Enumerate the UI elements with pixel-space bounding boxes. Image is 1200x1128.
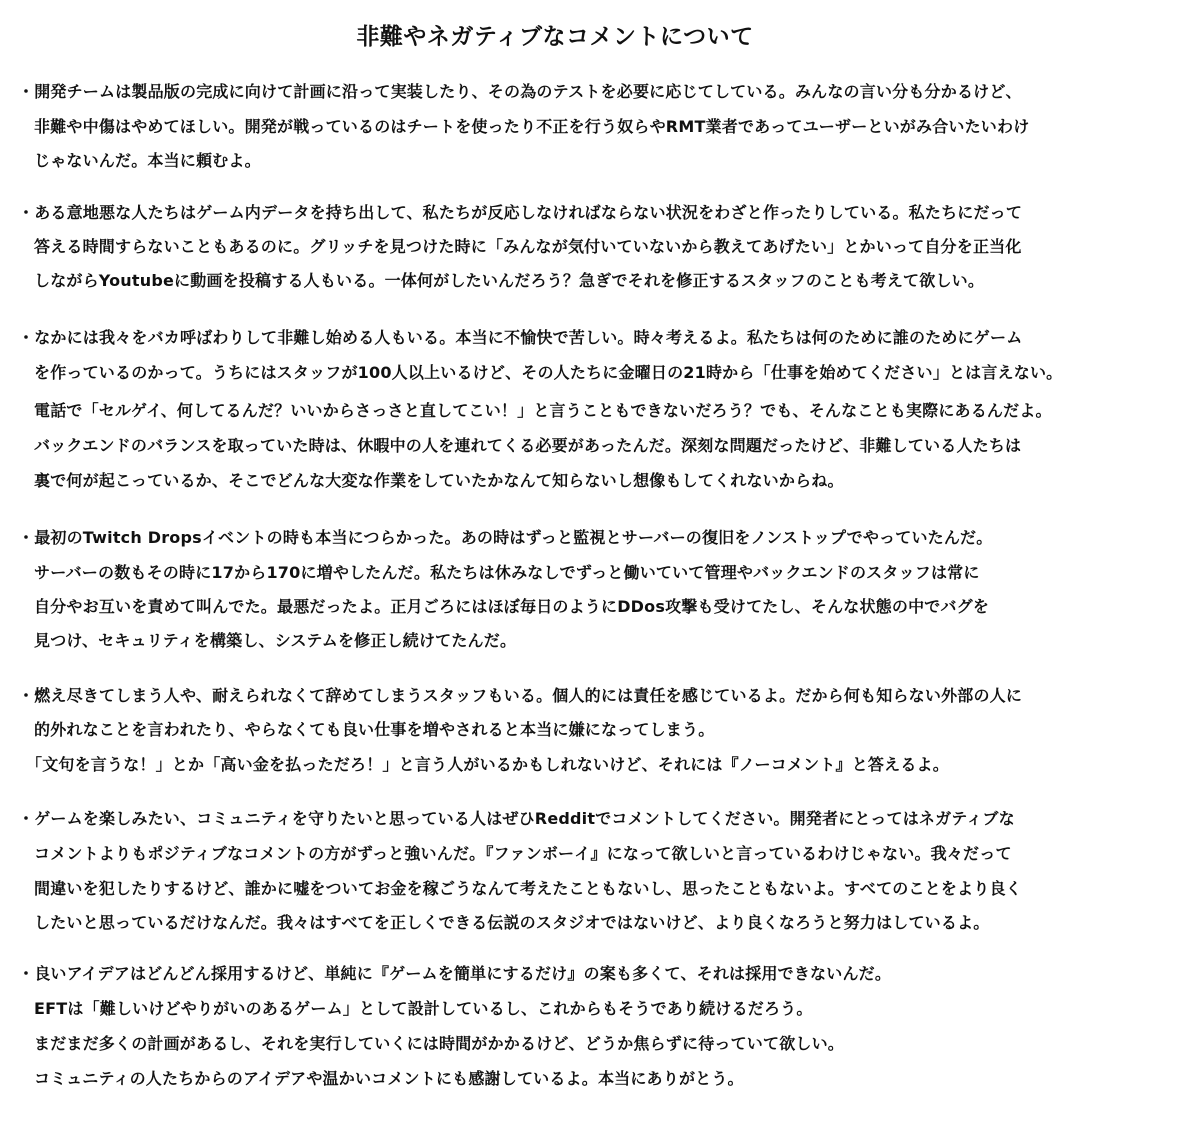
- paragraph-4-line-2: サーバーの数もその時に17から170に増やしたんだ。私たちは休みなしでずっと働いていて管理やバックエンドのスタッフは常に: [34, 563, 980, 582]
- paragraph-1-line-2: 非難や中傷はやめてほしい。開発が戦っているのはチートを使ったり不正を行う奴らやRMT業者であってユーザーといがみ合いたいわけ: [34, 117, 1030, 136]
- paragraph-7-line-2: EFTは「難しいけどやりがいのあるゲーム」として設計しているし、これからもそうであり続けるだろう。: [34, 999, 813, 1018]
- paragraph-7-line-1: ・良いアイデアはどんどん採用するけど、単純に『ゲームを簡単にするだけ』の案も多くて、それは採用できないんだ。: [18, 964, 892, 983]
- paragraph-3-line-1: ・なかには我々をバカ呼ばわりして非難し始める人もいる。本当に不愉快で苦しい。時々考えるよ。私たちは何のために誰のためにゲーム: [18, 328, 1023, 347]
- paragraph-1-line-3: じゃないんだ。本当に頼むよ。: [34, 151, 261, 170]
- paragraph-5-line-2: 的外れなことを言われたり、やらなくても良い仕事を増やされると本当に嫌になってしまう。: [34, 720, 715, 739]
- paragraph-3-line-3: 電話で「セルゲイ、何してるんだ？いいからさっさと直してこい！」と言うこともできないだろう？でも、そんなことも実際にあるんだよ。: [34, 401, 1052, 420]
- paragraph-6-line-1: ・ゲームを楽しみたい、コミュニティを守りたいと思っている人はぜひRedditでコメントしてください。開発者にとってはネガティブな: [18, 809, 1015, 828]
- paragraph-6-line-2: コメントよりもポジティブなコメントの方がずっと強いんだ。『ファンボーイ』になって欲しいと言っているわけじゃない。我々だって: [34, 844, 1012, 863]
- paragraph-3-line-4: バックエンドのバランスを取っていた時は、休暇中の人を連れてくる必要があったんだ。深刻な問題だったけど、非難している人たちは: [34, 436, 1022, 455]
- page-title: 非難やネガティブなコメントについて: [356, 24, 754, 50]
- paragraph-2-line-1: ・ある意地悪な人たちはゲーム内データを持ち出して、私たちが反応しなければならない状況をわざと作ったりしている。私たちにだって: [18, 203, 1023, 222]
- paragraph-1-line-1: ・開発チームは製品版の完成に向けて計画に沿って実装したり、その為のテストを必要に応じてしている。みんなの言い分も分かるけど、: [18, 82, 1022, 101]
- paragraph-4-line-1: ・最初のTwitch Dropsイベントの時も本当につらかった。あの時はずっと監視とサーバーの復旧をノンストップでやっていたんだ。: [18, 528, 993, 547]
- paragraph-3-line-2: を作っているのかって。うちにはスタッフが100人以上いるけど、その人たちに金曜日の21時から「仕事を始めてください」とは言えない。: [34, 363, 1063, 382]
- paragraph-6-line-4: したいと思っているだけなんだ。我々はすべてを正しくできる伝説のスタジオではないけど、より良くなろうと努力はしているよ。: [34, 913, 990, 932]
- paragraph-4-line-4: 見つけ、セキュリティを構築し、システムを修正し続けてたんだ。: [34, 631, 517, 650]
- paragraph-6-line-3: 間違いを犯したりするけど、誰かに嘘をついてお金を稼ごうなんて考えたこともないし、思ったこともないよ。すべてのことをより良く: [34, 879, 1022, 898]
- paragraph-5-line-1: ・燃え尽きてしまう人や、耐えられなくて辞めてしまうスタッフもいる。個人的には責任を感じているよ。だから何も知らない外部の人に: [18, 686, 1023, 705]
- paragraph-4-line-3: 自分やお互いを責めて叫んでた。最悪だったよ。正月ごろにはほぼ毎日のようにDDos攻撃も受けてたし、そんな状態の中でバグを: [34, 597, 990, 616]
- paragraph-5-line-3: 「文句を言うな！」とか「高い金を払っただろ！」と言う人がいるかもしれないけど、それには『ノーコメント』と答えるよ。: [26, 755, 949, 774]
- paragraph-2-line-3: しながらYoutubeに動画を投稿する人もいる。一体何がしたいんだろう？急ぎでそれを修正するスタッフのことも考えて欲しい。: [34, 271, 985, 290]
- paragraph-2-line-2: 答える時間すらないこともあるのに。グリッチを見つけた時に「みんなが気付いていないから教えてあげたい」とかいって自分を正当化: [34, 237, 1022, 256]
- paragraph-3-line-5: 裏で何が起こっているか、そこでどんな大変な作業をしていたかなんて知らないし想像もしてくれないからね。: [34, 471, 844, 490]
- paragraph-7-line-4: コミュニティの人たちからのアイデアや温かいコメントにも感謝しているよ。本当にありがとう。: [34, 1069, 744, 1088]
- paragraph-7-line-3: まだまだ多くの計画があるし、それを実行していくには時間がかかるけど、どうか焦らずに待っていて欲しい。: [34, 1034, 845, 1053]
